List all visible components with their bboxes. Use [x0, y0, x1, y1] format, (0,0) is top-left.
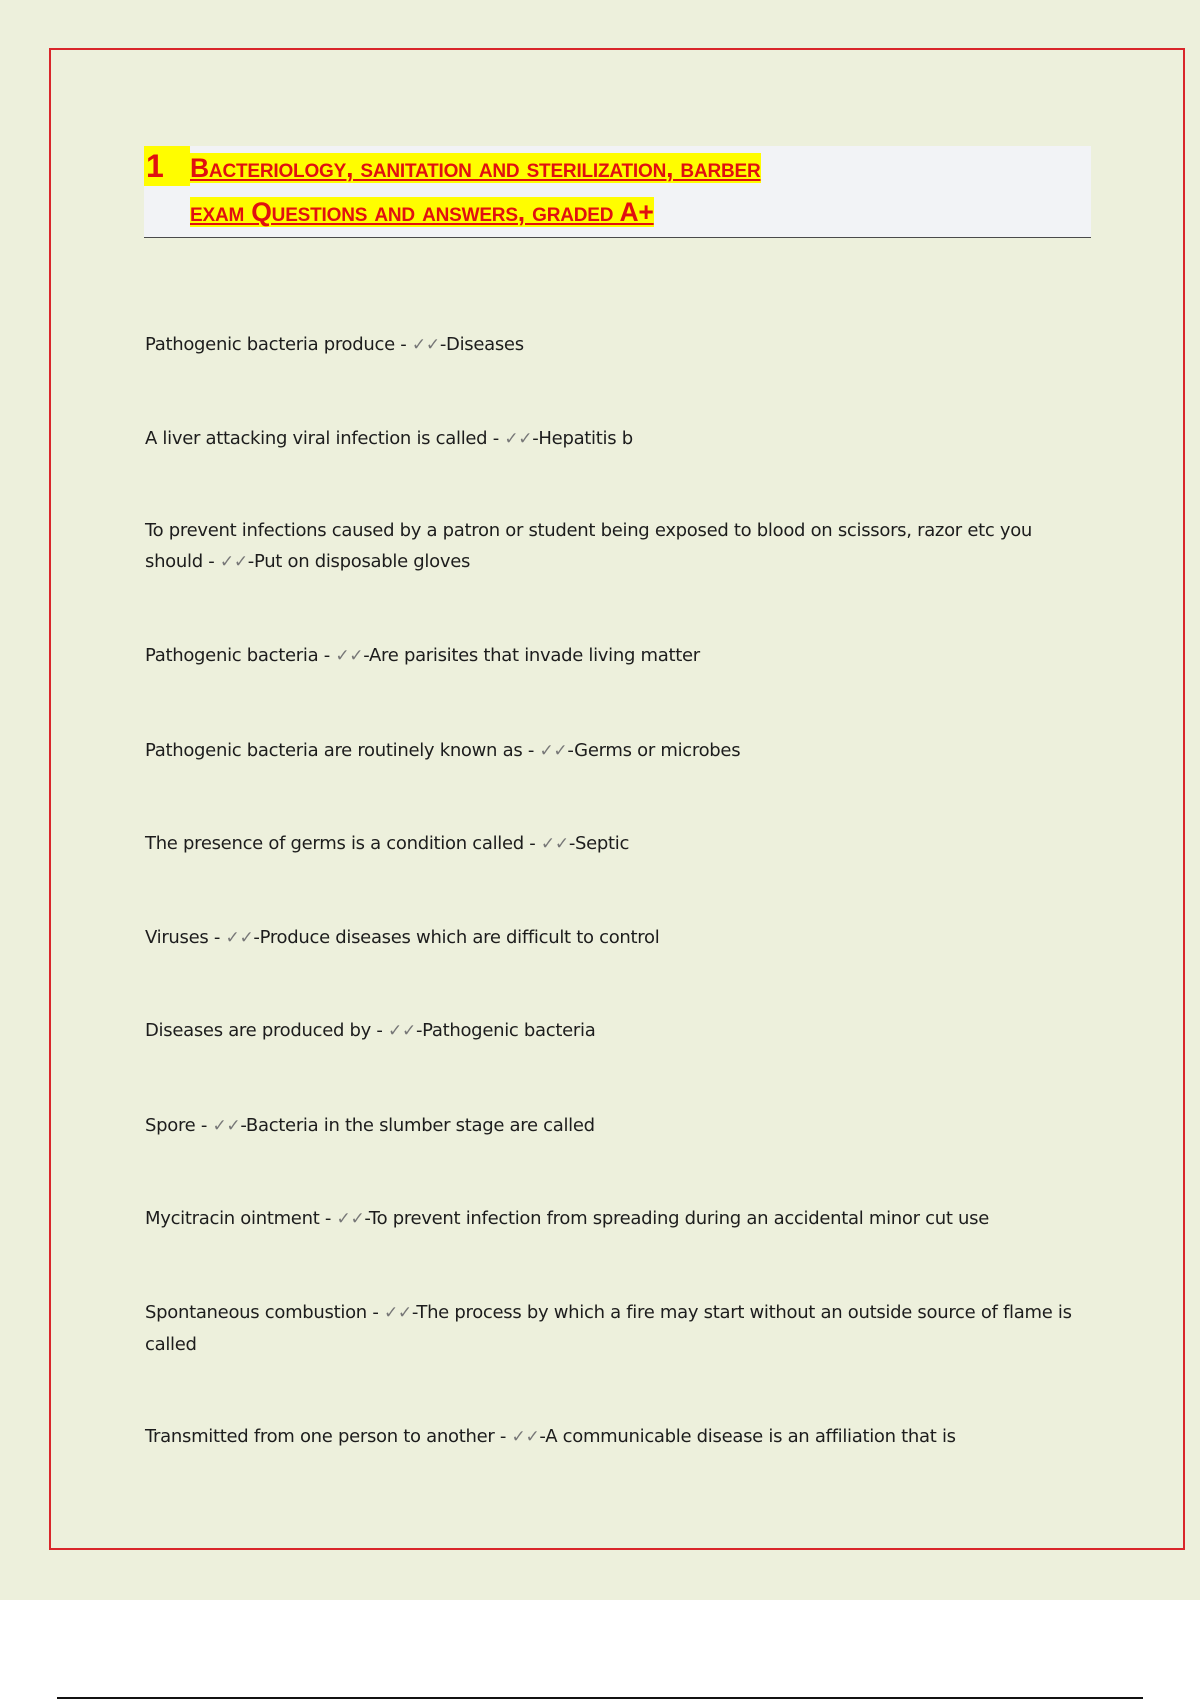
footer-divider — [57, 1697, 1143, 1699]
double-check-icon: ✓✓ — [504, 429, 533, 449]
double-check-icon: ✓✓ — [335, 646, 364, 666]
double-check-icon: ✓✓ — [540, 834, 569, 854]
document-heading — [144, 146, 1091, 238]
qa-item — [145, 423, 1075, 455]
double-check-icon: ✓✓ — [336, 1209, 365, 1229]
answer-text: -Hepatitis b — [532, 428, 633, 449]
question-text: Mycitracin ointment - — [145, 1208, 337, 1229]
answer-text: -Pathogenic bacteria — [415, 1020, 596, 1041]
qa-item — [145, 922, 1075, 954]
double-check-icon: ✓✓ — [225, 928, 254, 948]
question-text: Pathogenic bacteria - — [145, 645, 336, 666]
answer-text: -Bacteria in the slumber stage are called — [240, 1115, 595, 1136]
answer-text: -Put on disposable gloves — [247, 551, 471, 572]
double-check-icon: ✓✓ — [212, 1116, 241, 1136]
double-check-icon: ✓✓ — [219, 552, 248, 572]
answer-text: -Produce diseases which are difficult to control — [253, 927, 660, 948]
question-text: Viruses - — [145, 927, 226, 948]
heading-title-line-2: exam Questions and answers, graded A+ — [190, 197, 654, 227]
qa-item — [145, 640, 1075, 672]
answer-text: -Septic — [568, 833, 630, 854]
answer-text: -Diseases — [439, 334, 524, 355]
answer-text: -A communicable disease is an affiliation that is — [539, 1426, 956, 1447]
question-text: To prevent infections caused by a patron or student being exposed to blood on scissors, razor etc you should - — [145, 520, 1033, 572]
question-text: Spontaneous combustion - — [145, 1302, 384, 1323]
question-text: Pathogenic bacteria produce - — [145, 334, 412, 355]
qa-item — [145, 828, 1075, 860]
double-check-icon: ✓✓ — [511, 1427, 540, 1447]
double-check-icon: ✓✓ — [411, 335, 440, 355]
answer-text: -To prevent infection from spreading during an accidental minor cut use — [364, 1208, 989, 1229]
question-text: Pathogenic bacteria are routinely known as - — [145, 740, 540, 761]
double-check-icon: ✓✓ — [388, 1021, 416, 1041]
qa-item — [145, 1297, 1075, 1360]
qa-item — [145, 735, 1075, 767]
qa-item — [145, 1421, 1075, 1453]
qa-item — [145, 1015, 1075, 1047]
qa-item — [145, 1110, 1075, 1142]
heading-title-line-1: Bacteriology, sanitation and sterilization, barber — [190, 153, 761, 183]
answer-text: -Germs or microbes — [567, 740, 741, 761]
answer-text: -The process by which a fire may start without an outside source of flame is called — [145, 1302, 1072, 1355]
heading-number: 1 — [144, 146, 190, 186]
question-text: Transmitted from one person to another - — [145, 1426, 512, 1447]
qa-item — [145, 329, 1075, 361]
double-check-icon: ✓✓ — [383, 1303, 412, 1323]
double-check-icon: ✓✓ — [539, 741, 568, 761]
qa-item — [145, 1203, 1075, 1235]
heading-title — [190, 146, 1090, 234]
qa-item — [145, 515, 1075, 578]
question-text: The presence of germs is a condition called - — [145, 833, 541, 854]
question-text: Spore - — [145, 1115, 213, 1136]
answer-text: -Are parisites that invade living matter — [363, 645, 700, 666]
question-text: A liver attacking viral infection is called - — [145, 428, 505, 449]
question-text: Diseases are produced by - — [145, 1020, 389, 1041]
